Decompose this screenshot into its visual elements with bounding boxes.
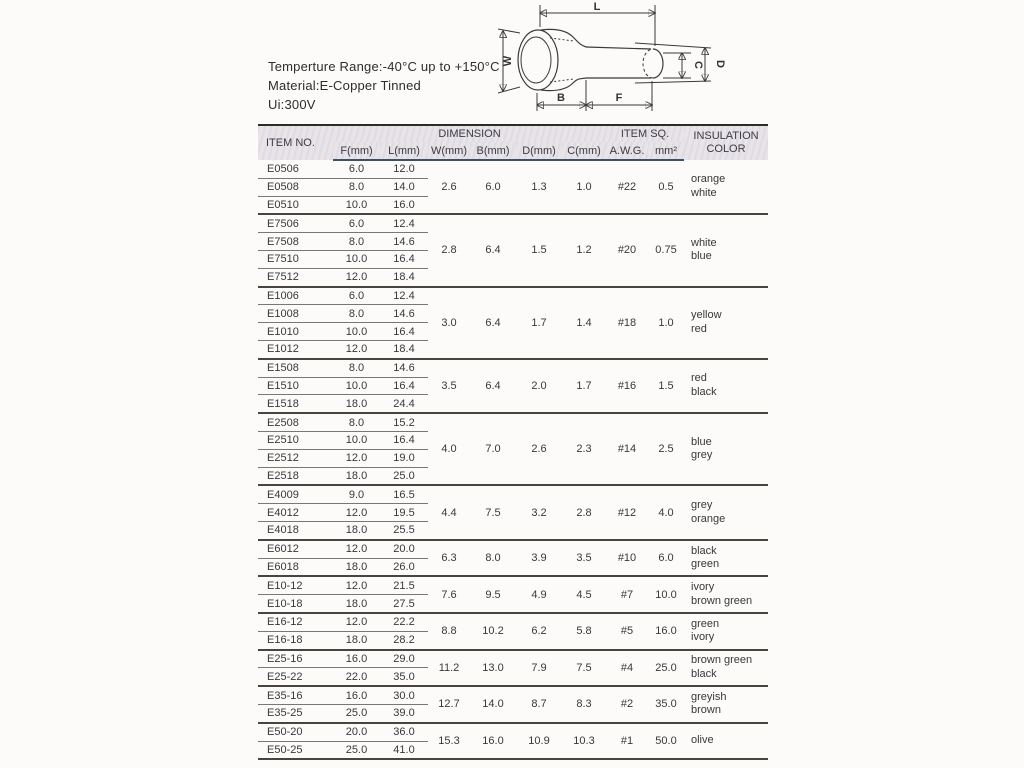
cell-l: 12.4 (380, 287, 428, 305)
cell-d: 6.2 (516, 613, 562, 650)
insulation-color-value: green (691, 558, 720, 571)
cell-f: 8.0 (333, 305, 380, 323)
cell-w: 12.7 (428, 686, 470, 723)
cell-b: 8.0 (470, 540, 516, 577)
cell-f: 10.0 (333, 196, 380, 214)
cell-l: 21.5 (380, 576, 428, 594)
cell-f: 12.0 (333, 576, 380, 594)
cell-d: 10.9 (516, 723, 562, 760)
cell-f: 9.0 (333, 485, 380, 503)
insulation-color-value: blue (691, 435, 712, 448)
cell-mm2: 16.0 (648, 613, 684, 650)
cell-item: E2510 (258, 431, 333, 449)
cell-l: 27.5 (380, 595, 428, 613)
cell-b: 9.5 (470, 576, 516, 613)
dim-label-w: W (502, 55, 514, 67)
cell-f: 18.0 (333, 631, 380, 649)
cell-d: 2.6 (516, 413, 562, 485)
cell-l: 20.0 (380, 540, 428, 558)
cell-mm2: 4.0 (648, 485, 684, 539)
cell-mm2: 10.0 (648, 576, 684, 613)
cell-l: 18.4 (380, 340, 428, 358)
cell-l: 19.5 (380, 504, 428, 522)
material-text: Material:E-Copper Tinned (268, 78, 421, 93)
cell-b: 7.0 (470, 413, 516, 485)
cell-insulation-color (684, 485, 768, 539)
cell-l: 41.0 (380, 741, 428, 759)
cell-awg: #10 (606, 540, 648, 577)
cell-item: E1006 (258, 287, 333, 305)
cell-item: E50-25 (258, 741, 333, 759)
cell-item: E7510 (258, 250, 333, 268)
insulation-color-value: orange (691, 512, 726, 525)
cell-l: 12.0 (380, 160, 428, 178)
insulation-color-value: brown (691, 704, 721, 717)
cell-d: 3.2 (516, 485, 562, 539)
cell-f: 22.0 (333, 668, 380, 686)
cell-f: 25.0 (333, 741, 380, 759)
cell-c: 1.7 (562, 359, 606, 413)
cell-item: E25-16 (258, 650, 333, 668)
temperature-range-text: Temperture Range:-40°C up to +150°C (268, 59, 500, 74)
cell-awg: #22 (606, 160, 648, 214)
cell-l: 29.0 (380, 650, 428, 668)
cell-l: 36.0 (380, 723, 428, 741)
cell-f: 8.0 (333, 178, 380, 196)
cell-l: 16.0 (380, 196, 428, 214)
cell-item: E4009 (258, 485, 333, 503)
cell-b: 10.2 (470, 613, 516, 650)
header-insulation-line2: COLOR (706, 143, 746, 155)
insulation-color-value: brown green (691, 594, 753, 607)
dim-l (540, 1, 655, 46)
cell-l: 14.6 (380, 359, 428, 377)
cell-f: 6.0 (333, 287, 380, 305)
cell-item: E16-18 (258, 631, 333, 649)
insulation-color-value: black (691, 667, 717, 680)
header-insulation-color (684, 125, 768, 160)
table-row (258, 359, 768, 377)
cell-item: E10-18 (258, 595, 333, 613)
cell-item: E25-22 (258, 668, 333, 686)
cell-b: 14.0 (470, 686, 516, 723)
cell-mm2: 0.5 (648, 160, 684, 214)
cell-f: 18.0 (333, 395, 380, 413)
insulation-color-value: yellow (691, 309, 722, 322)
table-row (258, 540, 768, 558)
insulation-color-value: grey (691, 499, 713, 512)
table-row (258, 686, 768, 704)
cell-awg: #1 (606, 723, 648, 760)
cell-l: 14.6 (380, 233, 428, 251)
cell-f: 8.0 (333, 233, 380, 251)
cell-b: 6.0 (470, 160, 516, 214)
cell-f: 12.0 (333, 504, 380, 522)
insulation-color-value: greyish (691, 690, 727, 703)
cell-f: 18.0 (333, 521, 380, 539)
cell-l: 35.0 (380, 668, 428, 686)
cell-item: E1508 (258, 359, 333, 377)
cell-f: 18.0 (333, 595, 380, 613)
cell-c: 2.8 (562, 485, 606, 539)
header-b: B(mm) (470, 142, 516, 160)
cell-mm2: 1.0 (648, 287, 684, 359)
cell-d: 1.7 (516, 287, 562, 359)
table-row (258, 214, 768, 232)
insulation-color-value: olive (691, 734, 714, 747)
insulation-color-value: grey (691, 449, 713, 462)
cell-f: 6.0 (333, 160, 380, 178)
cell-insulation-color (684, 613, 768, 650)
cell-f: 12.0 (333, 540, 380, 558)
insulation-color-value: red (691, 372, 707, 385)
insulation-color-value: black (691, 544, 717, 557)
cell-c: 7.5 (562, 650, 606, 687)
cell-w: 2.6 (428, 160, 470, 214)
header-l: L(mm) (380, 142, 428, 160)
cell-insulation-color (684, 214, 768, 286)
cell-mm2: 0.75 (648, 214, 684, 286)
insulation-color-value: brown green (691, 654, 753, 667)
cell-l: 22.2 (380, 613, 428, 631)
cell-d: 1.5 (516, 214, 562, 286)
table-row (258, 485, 768, 503)
cell-w: 3.0 (428, 287, 470, 359)
cell-l: 15.2 (380, 413, 428, 431)
cell-w: 4.4 (428, 485, 470, 539)
cell-l: 16.5 (380, 485, 428, 503)
cell-mm2: 50.0 (648, 723, 684, 760)
cell-item: E50-20 (258, 723, 333, 741)
cell-l: 26.0 (380, 558, 428, 576)
dim-b (537, 80, 586, 111)
insulation-color-value: white (691, 236, 717, 249)
voltage-text: Ui:300V (268, 97, 316, 112)
cell-c: 1.0 (562, 160, 606, 214)
table-row (258, 287, 768, 305)
cell-l: 14.0 (380, 178, 428, 196)
cell-item: E2518 (258, 467, 333, 485)
cell-c: 4.5 (562, 576, 606, 613)
header-dimension: DIMENSION (333, 125, 606, 142)
cell-b: 6.4 (470, 287, 516, 359)
insulation-color-value: ivory (691, 631, 715, 644)
cell-f: 10.0 (333, 323, 380, 341)
dim-w (498, 29, 520, 93)
cell-f: 12.0 (333, 268, 380, 286)
cell-insulation-color (684, 650, 768, 687)
header-f: F(mm) (333, 142, 380, 160)
cell-mm2: 6.0 (648, 540, 684, 577)
cell-f: 12.0 (333, 613, 380, 631)
cell-l: 24.4 (380, 395, 428, 413)
cell-awg: #2 (606, 686, 648, 723)
cell-insulation-color (684, 287, 768, 359)
cell-l: 39.0 (380, 704, 428, 722)
header-c: C(mm) (562, 142, 606, 160)
cell-l: 18.4 (380, 268, 428, 286)
cell-awg: #20 (606, 214, 648, 286)
cell-f: 8.0 (333, 359, 380, 377)
cell-mm2: 25.0 (648, 650, 684, 687)
cell-f: 6.0 (333, 214, 380, 232)
spec-info (268, 57, 500, 114)
cell-d: 7.9 (516, 650, 562, 687)
cell-b: 16.0 (470, 723, 516, 760)
cell-w: 4.0 (428, 413, 470, 485)
header-insulation-line1: INSULATION (693, 130, 759, 142)
header-item-sq: ITEM SQ. (606, 125, 684, 142)
dim-c (663, 53, 704, 78)
cell-c: 8.3 (562, 686, 606, 723)
dim-f (586, 81, 652, 111)
cell-w: 8.8 (428, 613, 470, 650)
cell-item: E16-12 (258, 613, 333, 631)
table-row (258, 613, 768, 631)
cell-awg: #16 (606, 359, 648, 413)
cell-f: 12.0 (333, 449, 380, 467)
cell-c: 3.5 (562, 540, 606, 577)
insulation-color-value: orange (691, 173, 726, 186)
cell-item: E1518 (258, 395, 333, 413)
cell-awg: #12 (606, 485, 648, 539)
cell-item: E6012 (258, 540, 333, 558)
cell-item: E1010 (258, 323, 333, 341)
cell-f: 12.0 (333, 340, 380, 358)
cell-c: 5.8 (562, 613, 606, 650)
dim-label-b: B (557, 92, 565, 104)
cell-d: 4.9 (516, 576, 562, 613)
cell-l: 16.4 (380, 323, 428, 341)
cell-item: E35-25 (258, 704, 333, 722)
header-d: D(mm) (516, 142, 562, 160)
cell-item: E2508 (258, 413, 333, 431)
cell-l: 16.4 (380, 431, 428, 449)
cell-mm2: 35.0 (648, 686, 684, 723)
cell-item: E4018 (258, 521, 333, 539)
cell-item: E1008 (258, 305, 333, 323)
cell-w: 7.6 (428, 576, 470, 613)
table-row (258, 576, 768, 594)
ferrule-dimension-diagram (495, 0, 785, 122)
cell-d: 2.0 (516, 359, 562, 413)
cell-item: E35-16 (258, 686, 333, 704)
table-row (258, 650, 768, 668)
cell-awg: #7 (606, 576, 648, 613)
cell-item: E1510 (258, 377, 333, 395)
cell-f: 10.0 (333, 250, 380, 268)
cell-f: 8.0 (333, 413, 380, 431)
cell-b: 7.5 (470, 485, 516, 539)
cell-item: E1012 (258, 340, 333, 358)
insulation-color-value: white (691, 186, 717, 199)
cell-item: E7506 (258, 214, 333, 232)
cell-c: 1.2 (562, 214, 606, 286)
dim-label-d: D (714, 60, 726, 68)
cell-f: 18.0 (333, 558, 380, 576)
cell-item: E0510 (258, 196, 333, 214)
cell-l: 14.6 (380, 305, 428, 323)
cell-w: 11.2 (428, 650, 470, 687)
cell-l: 25.0 (380, 467, 428, 485)
table-row (258, 723, 768, 741)
cell-insulation-color (684, 576, 768, 613)
table-header (258, 125, 768, 160)
cell-insulation-color (684, 723, 768, 760)
cell-f: 10.0 (333, 377, 380, 395)
cell-mm2: 1.5 (648, 359, 684, 413)
cell-item: E7508 (258, 233, 333, 251)
cell-f: 10.0 (333, 431, 380, 449)
cell-item: E0508 (258, 178, 333, 196)
cell-d: 3.9 (516, 540, 562, 577)
cell-item: E4012 (258, 504, 333, 522)
insulation-color-value: red (691, 322, 707, 335)
cell-l: 16.4 (380, 377, 428, 395)
cell-awg: #18 (606, 287, 648, 359)
cell-insulation-color (684, 686, 768, 723)
cell-item: E0506 (258, 160, 333, 178)
cell-c: 10.3 (562, 723, 606, 760)
cell-b: 6.4 (470, 359, 516, 413)
header-item-no: ITEM NO. (258, 125, 333, 160)
insulation-color-value: blue (691, 250, 712, 263)
ferrule-outline (518, 29, 663, 90)
cell-item: E2512 (258, 449, 333, 467)
cell-awg: #14 (606, 413, 648, 485)
cell-l: 28.2 (380, 631, 428, 649)
cell-l: 12.4 (380, 214, 428, 232)
cell-l: 25.5 (380, 521, 428, 539)
cell-w: 6.3 (428, 540, 470, 577)
dim-label-f: F (615, 92, 623, 104)
cell-l: 19.0 (380, 449, 428, 467)
insulation-color-value: ivory (691, 581, 715, 594)
cell-item: E10-12 (258, 576, 333, 594)
cell-insulation-color (684, 413, 768, 485)
cell-f: 20.0 (333, 723, 380, 741)
cell-w: 2.8 (428, 214, 470, 286)
cell-c: 2.3 (562, 413, 606, 485)
cell-f: 25.0 (333, 704, 380, 722)
cell-f: 16.0 (333, 686, 380, 704)
spec-table (258, 124, 768, 760)
dim-label-l: L (593, 1, 601, 13)
insulation-color-value: black (691, 385, 717, 398)
cell-mm2: 2.5 (648, 413, 684, 485)
cell-item: E6018 (258, 558, 333, 576)
cell-l: 30.0 (380, 686, 428, 704)
header-awg: A.W.G. (606, 142, 648, 160)
cell-item: E7512 (258, 268, 333, 286)
cell-awg: #4 (606, 650, 648, 687)
cell-awg: #5 (606, 613, 648, 650)
cell-l: 16.4 (380, 250, 428, 268)
header-mm2: mm² (648, 142, 684, 160)
cell-insulation-color (684, 540, 768, 577)
cell-insulation-color (684, 160, 768, 214)
cell-d: 1.3 (516, 160, 562, 214)
table-body (258, 160, 768, 759)
table-row (258, 413, 768, 431)
dim-label-c: C (692, 61, 704, 69)
cell-insulation-color (684, 359, 768, 413)
cell-f: 16.0 (333, 650, 380, 668)
cell-c: 1.4 (562, 287, 606, 359)
header-w: W(mm) (428, 142, 470, 160)
cell-w: 3.5 (428, 359, 470, 413)
cell-d: 8.7 (516, 686, 562, 723)
cell-b: 6.4 (470, 214, 516, 286)
cell-f: 18.0 (333, 467, 380, 485)
table-row (258, 160, 768, 178)
cell-w: 15.3 (428, 723, 470, 760)
insulation-color-value: green (691, 617, 720, 630)
cell-b: 13.0 (470, 650, 516, 687)
